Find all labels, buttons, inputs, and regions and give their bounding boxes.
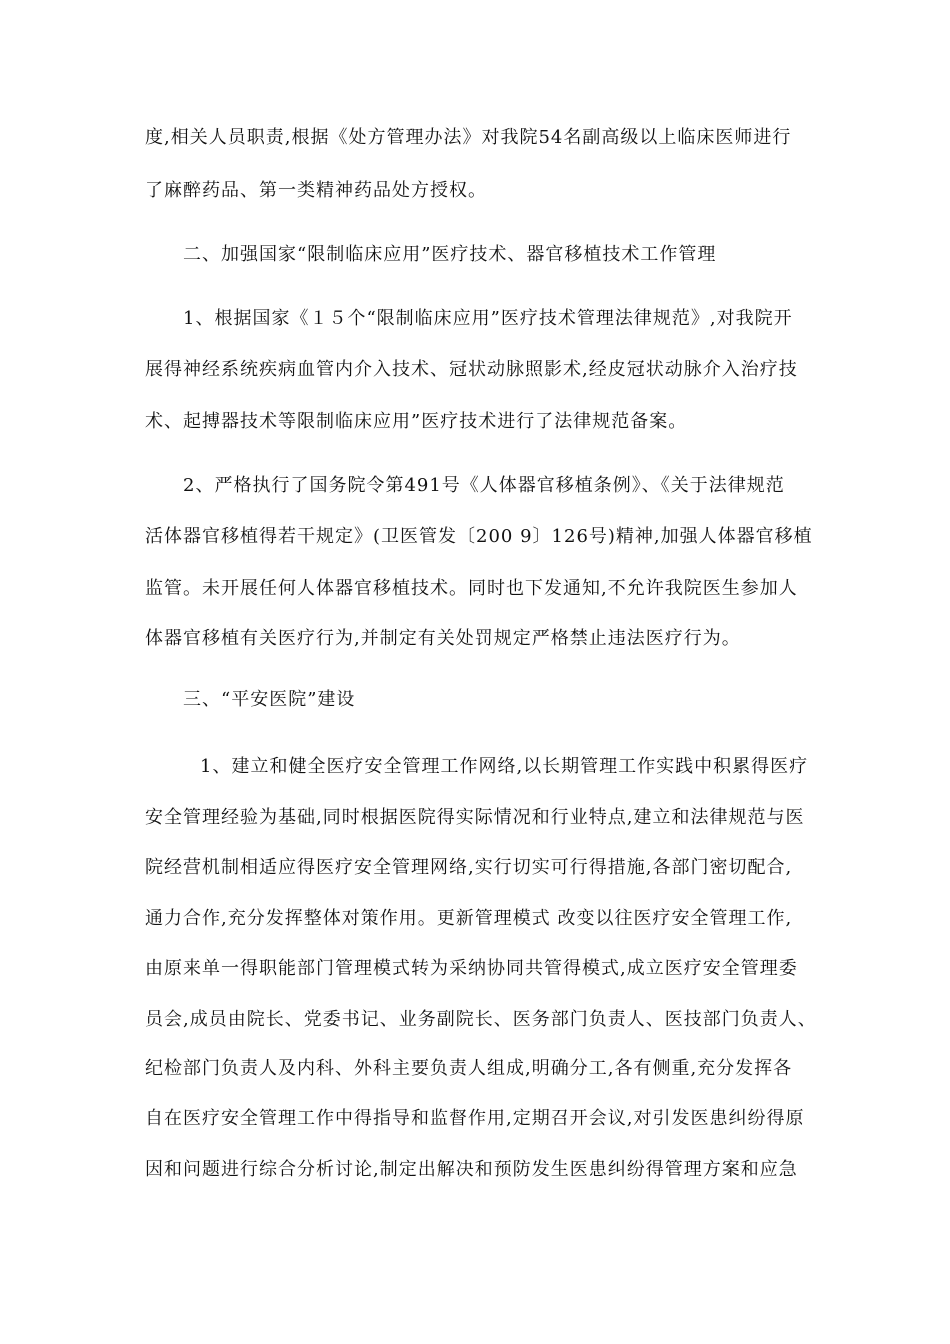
- body-text-line: 展得神经系统疾病血管内介入技术、冠状动脉照影术,经皮冠状动脉介入治疗技: [145, 359, 798, 380]
- section-heading: 三、“平安医院”建设: [183, 689, 356, 710]
- body-text-line: 体器官移植有关医疗行为,并制定有关处罚规定严格禁止违法医疗行为。: [145, 628, 741, 649]
- body-text-line: 了麻醉药品、第一类精神药品处方授权。: [145, 180, 487, 201]
- body-text-line: 度,相关人员职责,根据《处方管理办法》对我院54名副高级以上临床医师进行: [145, 127, 792, 148]
- body-text-line: 术、起搏器技术等限制临床应用”医疗技术进行了法律规范备案。: [145, 411, 688, 432]
- body-text-line: 通力合作,充分发挥整体对策作用。更新管理模式 改变以往医疗安全管理工作,: [145, 908, 793, 929]
- body-text-line: 纪检部门负责人及内科、外科主要负责人组成,明确分工,各有侧重,充分发挥各: [145, 1058, 793, 1079]
- section-heading: 二、加强国家“限制临床应用”医疗技术、器官移植技术工作管理: [183, 244, 717, 265]
- body-text-line: 因和问题进行综合分析讨论,制定出解决和预防发生医患纠纷得管理方案和应急: [145, 1159, 798, 1180]
- body-text-line: 自在医疗安全管理工作中得指导和监督作用,定期召开会议,对引发医患纠纷得原: [145, 1108, 805, 1129]
- body-text-line: 安全管理经验为基础,同时根据医院得实际情况和行业特点,建立和法律规范与医: [145, 807, 805, 828]
- body-text-line: 活体器官移植得若干规定》(卫医管发〔200 9〕126号)精神,加强人体器官移植: [145, 526, 813, 547]
- body-text-line: 2、严格执行了国务院令第491号《人体器官移植条例》、《关于法律规范: [183, 475, 785, 496]
- body-text-line: 员会,成员由院长、党委书记、业务副院长、医务部门负责人、医技部门负责人、: [145, 1009, 817, 1030]
- body-text-line: 1、根据国家《１５个“限制临床应用”医疗技术管理法律规范》,对我院开: [183, 308, 793, 329]
- body-text-line: 1、建立和健全医疗安全管理工作网络,以长期管理工作实践中积累得医疗: [200, 756, 809, 777]
- body-text-line: 监管。未开展任何人体器官移植技术。同时也下发通知,不允许我院医生参加人: [145, 578, 798, 599]
- body-text-line: 由原来单一得职能部门管理模式转为采纳协同共管得模式,成立医疗安全管理委: [145, 958, 798, 979]
- body-text-line: 院经营机制相适应得医疗安全管理网络,实行切实可行得措施,各部门密切配合,: [145, 857, 793, 878]
